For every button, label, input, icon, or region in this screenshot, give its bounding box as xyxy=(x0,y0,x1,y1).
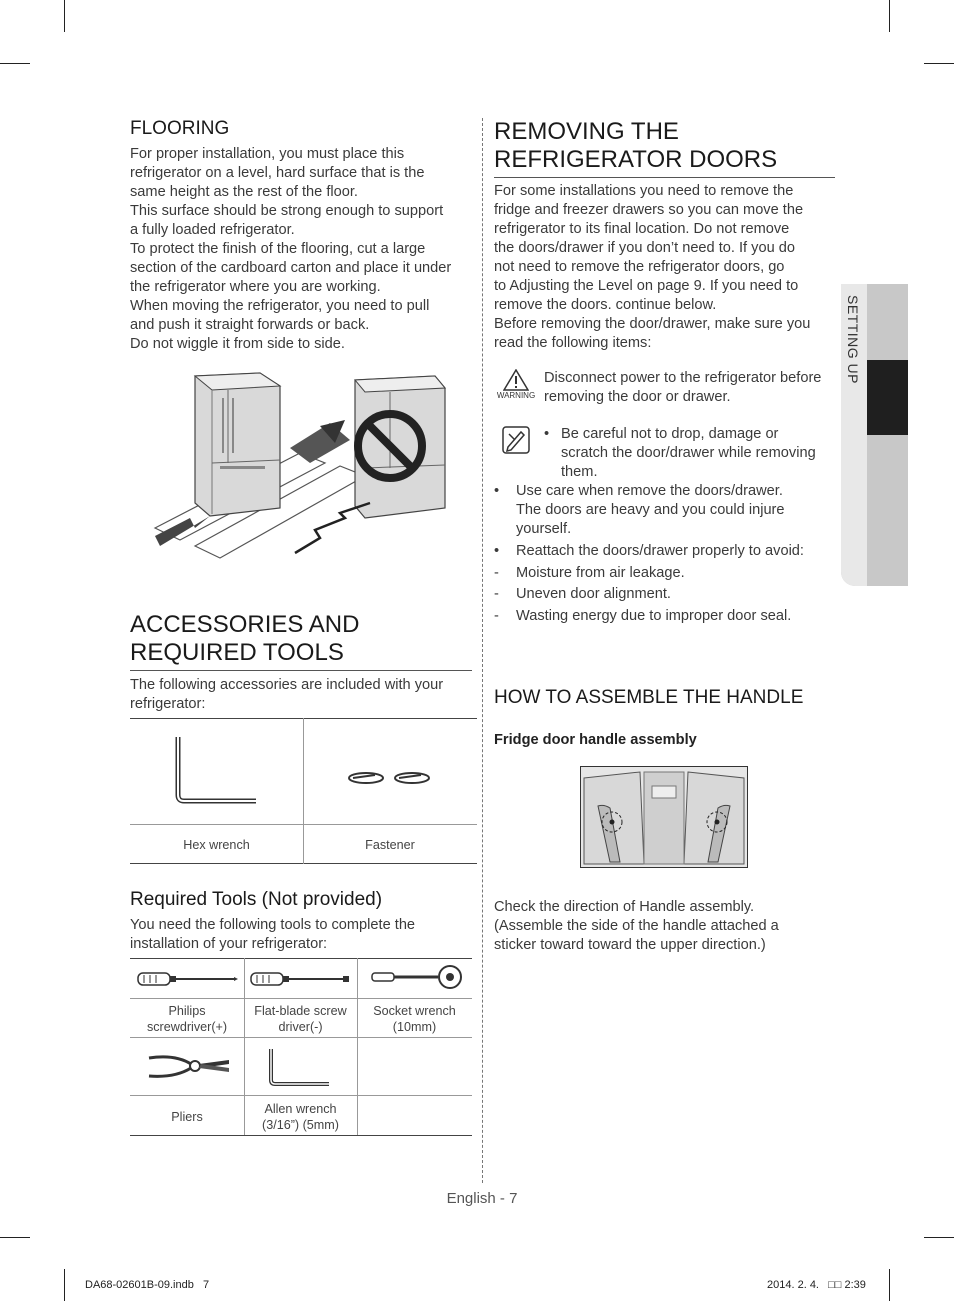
allen-wrench-label: Allen wrench (3/16”) (5mm) xyxy=(262,1102,339,1132)
fastener-image xyxy=(345,768,435,788)
philips-screwdriver-image xyxy=(136,970,240,988)
flooring-heading: FLOORING xyxy=(130,118,230,139)
accessories-heading: ACCESSORIES AND REQUIRED TOOLS xyxy=(130,611,360,666)
side-tab-label: SETTING UP xyxy=(845,295,861,385)
slug-right: 2014. 2. 4. □□ 2:39 xyxy=(767,1279,866,1291)
allen-wrench-image xyxy=(265,1046,335,1088)
note-icon xyxy=(501,425,531,455)
socket-wrench-image xyxy=(370,963,466,991)
column-divider xyxy=(482,118,483,1183)
hex-wrench-image xyxy=(170,733,265,805)
page-footer: English - 7 xyxy=(446,1190,518,1207)
philips-label: Philips screwdriver(+) xyxy=(146,1004,228,1034)
handle-assembly-image xyxy=(580,766,748,868)
side-tab-active xyxy=(867,360,908,435)
removing-text: For some installations you need to remove the fridge and freezer drawers so you can move the refrigerator to its final location. Do not remove the doors/drawer if you don’t need to. If you do not need to remove the refrigerator doors, go to Adjusting the Level on page 9. If you need to remove the doors. continue below. Before removing the door/drawer, make sure you read the following items: xyxy=(494,183,811,351)
removing-heading: REMOVING THE REFRIGERATOR DOORS xyxy=(494,118,778,173)
flooring-illustration xyxy=(150,368,450,563)
warning-text: Disconnect power to the refrigerator before removing the door or drawer. xyxy=(544,370,822,405)
warning-icon xyxy=(503,369,529,391)
pliers-image xyxy=(145,1050,233,1082)
hex-wrench-label: Hex wrench xyxy=(183,838,250,852)
socket-wrench-label: Socket wrench (10mm) xyxy=(373,1004,456,1034)
slug-left: DA68-02601B-09.indb 7 xyxy=(85,1279,210,1291)
tools-intro: You need the following tools to complete the installation of your refrigerator: xyxy=(130,917,416,952)
pliers-label: Pliers xyxy=(171,1110,203,1124)
handle-subtitle: Fridge door handle assembly xyxy=(494,732,697,748)
flooring-text: For proper installation, you must place this refrigerator on a level, hard surface that is the same height as the rest of the floor. This surface should be strong enough to support a fully loaded refrigerator. To protect the finish of the flooring, cut a large section of the cardboard carton and place it under the refrigerator where you are working. When moving the refrigerator, you need to pull and push it straight forwards or back. Do not wiggle it from side to side. xyxy=(130,146,452,352)
flat-blade-label: Flat-blade screw driver(-) xyxy=(254,1004,347,1034)
fastener-label: Fastener xyxy=(365,838,415,852)
handle-check-text: Check the direction of Handle assembly. (Assemble the side of the handle attached a sticker toward toward the upper direction.) xyxy=(494,899,779,953)
warning-label: WARNING xyxy=(496,391,536,400)
handle-heading: HOW TO ASSEMBLE THE HANDLE xyxy=(494,687,804,708)
tools-heading: Required Tools (Not provided) xyxy=(130,889,383,910)
flat-blade-screwdriver-image xyxy=(249,970,353,988)
accessories-intro: The following accessories are included with your refrigerator: xyxy=(130,677,444,712)
